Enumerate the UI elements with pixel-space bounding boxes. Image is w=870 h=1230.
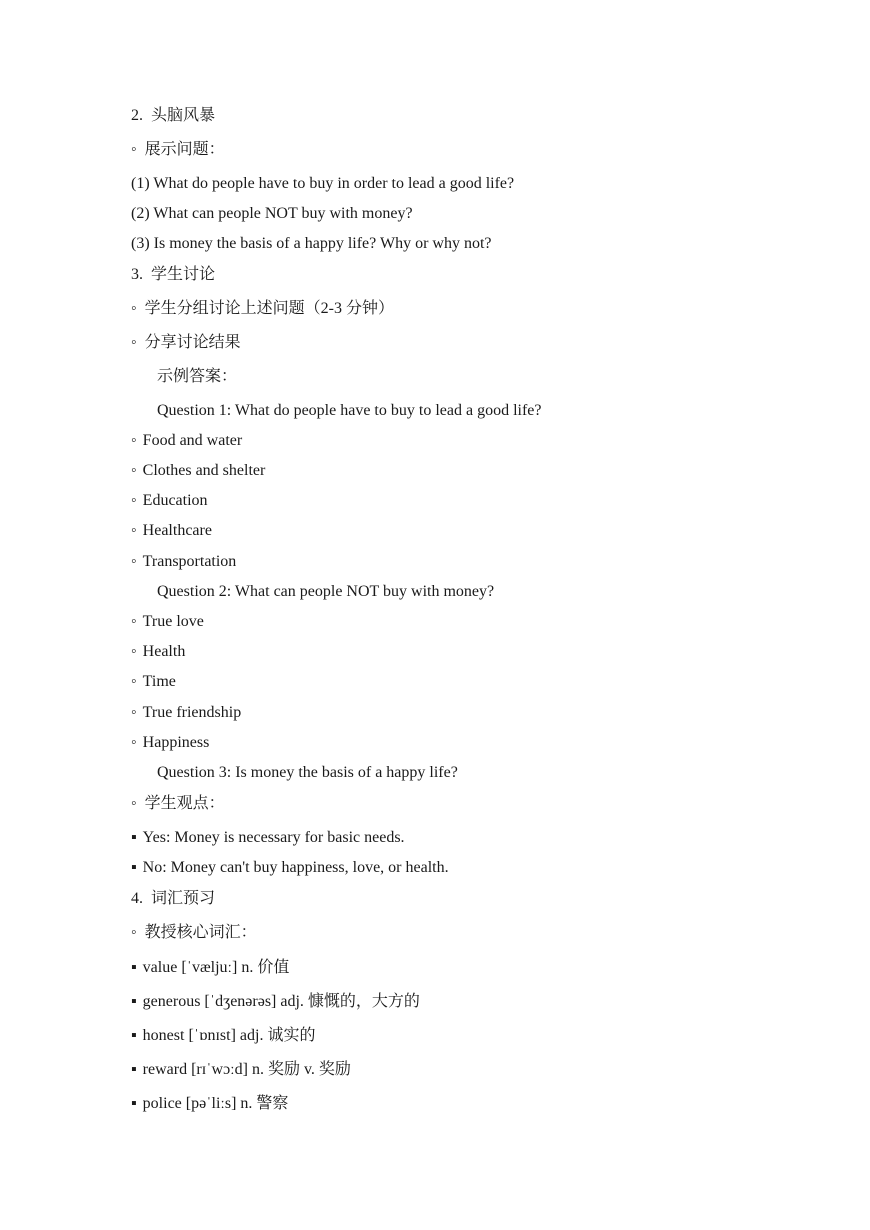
question-line: (1) What do people have to buy in order to lead a good life? (131, 175, 515, 192)
answer-item: ◦ Health (131, 643, 186, 660)
bullet-icon: ◦ (131, 704, 137, 721)
vocab-item: ▪ value [ˈvæljuː] n. 价值 (131, 959, 290, 976)
square-bullet-icon: ▪ (131, 1095, 137, 1112)
list-item: ◦ 教授核心词汇： (131, 924, 257, 941)
question-line: (3) Is money the basis of a happy life? Why or why not? (131, 235, 492, 252)
sample-answers-label: 示例答案： (157, 368, 238, 385)
list-item: ◦ 展示问题： (131, 141, 225, 158)
list-item: ◦ 分享讨论结果 (131, 334, 241, 351)
section-title: 学生讨论 (151, 266, 216, 283)
answer-item: ◦ Happiness (131, 734, 210, 751)
bullet-icon: ◦ (131, 673, 137, 690)
answer-item: ◦ Food and water (131, 432, 243, 449)
square-bullet-icon: ▪ (131, 859, 137, 876)
list-item: ◦ 学生观点： (131, 795, 225, 812)
bullet-icon: ◦ (131, 734, 137, 751)
section-heading (131, 889, 215, 909)
answer-item: ◦ Healthcare (131, 522, 212, 539)
section-title: 头脑风暴 (151, 107, 216, 124)
section-title: 词汇预习 (151, 890, 216, 907)
section-number: 4. (131, 890, 143, 907)
bullet-icon: ◦ (131, 300, 137, 317)
bullet-icon: ◦ (131, 432, 137, 449)
answer-item: ◦ Time (131, 673, 176, 690)
bullet-icon: ◦ (131, 462, 137, 479)
bullet-icon: ◦ (131, 522, 137, 539)
section-number: 2. (131, 107, 143, 124)
bullet-icon: ◦ (131, 613, 137, 630)
answer-item: ◦ Education (131, 492, 208, 509)
square-bullet-icon: ▪ (131, 1061, 137, 1078)
vocab-item: ▪ police [pəˈliːs] n. 警察 (131, 1095, 289, 1112)
square-bullet-icon: ▪ (131, 959, 137, 976)
square-bullet-icon: ▪ (131, 1027, 137, 1044)
bullet-icon: ◦ (131, 553, 137, 570)
bullet-icon: ◦ (131, 141, 137, 158)
bullet-icon: ◦ (131, 492, 137, 509)
vocab-item: ▪ honest [ˈɒnɪst] adj. 诚实的 (131, 1027, 316, 1044)
question-line: (2) What can people NOT buy with money? (131, 205, 413, 222)
viewpoint-item: ▪ Yes: Money is necessary for basic needs. (131, 829, 405, 846)
bullet-icon: ◦ (131, 795, 137, 812)
bullet-icon: ◦ (131, 924, 137, 941)
answer-item: ◦ Clothes and shelter (131, 462, 266, 479)
section-heading (131, 106, 215, 126)
answer-item: ◦ True love (131, 613, 204, 630)
square-bullet-icon: ▪ (131, 993, 137, 1010)
bullet-icon: ◦ (131, 643, 137, 660)
section-number: 3. (131, 266, 143, 283)
viewpoint-item: ▪ No: Money can't buy happiness, love, or health. (131, 859, 449, 876)
answer-item: ◦ Transportation (131, 553, 237, 570)
question-heading: Question 1: What do people have to buy to lead a good life? (157, 402, 542, 419)
question-heading: Question 2: What can people NOT buy with money? (157, 583, 495, 600)
square-bullet-icon: ▪ (131, 829, 137, 846)
vocab-item: ▪ generous [ˈdʒenərəs] adj. 慷慨的，大方的 (131, 993, 420, 1010)
list-item: ◦ 学生分组讨论上述问题（2-3 分钟） (131, 300, 395, 317)
vocab-item: ▪ reward [rɪˈwɔːd] n. 奖励 v. 奖励 (131, 1061, 351, 1078)
bullet-icon: ◦ (131, 334, 137, 351)
answer-item: ◦ True friendship (131, 704, 242, 721)
question-heading: Question 3: Is money the basis of a happy life? (157, 764, 458, 781)
section-heading (131, 265, 215, 285)
